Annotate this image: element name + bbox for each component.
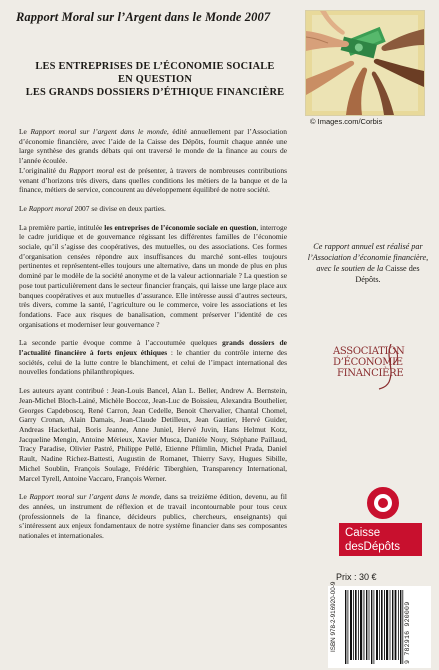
photo-credit: © Images.com/Corbis xyxy=(310,117,383,126)
association-logo-line-1: ASSOCIATION xyxy=(333,346,405,357)
body-text xyxy=(19,127,287,541)
text: est de présenter, à travers de nombreuses contributions venant d’horizons très divers, dans quelles conditions les métiers de la banque et de la finance, métiers de service, concourent au développement équilibré de notre société. xyxy=(19,165,288,195)
headline-line-1: LES ENTREPRISES DE L’ÉCONOMIE SOCIALE xyxy=(35,61,275,72)
association-logo xyxy=(333,344,415,390)
text-bold: les entreprises de l’économie sociale en question xyxy=(104,222,257,232)
paragraph-closing xyxy=(19,492,287,541)
text: Le xyxy=(19,127,31,136)
text: 2007 se divise en deux parties. xyxy=(72,203,166,213)
sponsor-note-text: Ce rapport annuel est réalisé par l’Association d’économie financière, avec le soutien xyxy=(307,242,429,273)
paragraph-part-two xyxy=(19,338,287,377)
text: Le xyxy=(19,492,30,502)
barcode-digits: 9 782916 920009 xyxy=(404,601,411,664)
paragraph-originality xyxy=(19,166,287,195)
caisse-des-depots-logo xyxy=(339,487,422,557)
association-logo-line-3: FINANCIÈRE xyxy=(337,368,404,379)
caisse-wordmark-line-1: Caisse xyxy=(345,527,381,539)
paragraph-structure xyxy=(19,204,287,214)
price: Prix : 30 € xyxy=(336,572,377,582)
text-italic: Rapport moral sur l’argent dans le monde xyxy=(30,127,167,136)
text: L’originalité du xyxy=(19,165,70,175)
hands-money-illustration xyxy=(306,11,424,115)
text: La seconde partie évoque comme à l’accoutumée quelques xyxy=(19,338,223,348)
text-bold: grands dossiers de l’actualité financière à forts enjeux éthiques xyxy=(19,338,287,358)
text: La première partie, intitulée xyxy=(19,222,105,232)
text: : le chantier du contrôle interne des sociétés, celui de la lutte contre le blanchiment, et celui de l’impact international des nouvelles fondations philanthropiques. xyxy=(19,348,287,377)
association-logo-line-2: D’ÉCONOMIE xyxy=(333,357,403,368)
sponsor-note-name: Caisse des Dépôts xyxy=(355,264,420,284)
text: Le xyxy=(19,203,29,213)
text-italic: Rapport moral xyxy=(28,203,73,213)
cover-illustration xyxy=(305,10,425,116)
sponsor-note xyxy=(306,241,430,285)
isbn-label: ISBN 978-2-916920-00-9 xyxy=(330,581,337,652)
barcode-icon xyxy=(344,590,404,664)
headline-line-3: LES GRANDS DOSSIERS D’ÉTHIQUE FINANCIÈRE xyxy=(25,87,285,98)
series-title: Rapport Moral sur l’Argent dans le Monde 2007 xyxy=(16,10,271,24)
paragraph-intro xyxy=(19,127,287,166)
headline xyxy=(20,60,290,99)
headline-line-2: EN QUESTION xyxy=(117,74,193,85)
sponsor-note-text: de la xyxy=(367,264,386,273)
sponsor-note-text: . xyxy=(378,275,381,284)
seal-icon xyxy=(367,487,399,519)
text-italic: Rapport moral xyxy=(69,165,115,175)
caisse-wordmark-line-2: desDépôts xyxy=(345,541,400,553)
paragraph-authors: Les auteurs ayant contribué : Jean-Louis Bancel, Alan L. Beller, Andrew A. Bernstein, Jean-Michel Bloch-Lainé, Michèle Boccoz, Jean-Luc de Boissieu, Alexandra Bouthelier, Georges Capdeboscq, René Carron, Jean Cedelle, Benoit Chervalier, Chantal Chomel, Garry Cronan, Alain Damais, Jean-Claude Detilleux, Jean Gautier, Hervé Guider, Andreas Hackethal, Boris Jeanne, Anne Juniel, Hervé Juvin, Hans Helmut Kotz, Jacqueline Mengin, Antoine Mérieux, Xavier Musca, Danièle Nouy, Stéphane Paillaud, Tracy Paradise, Olivier Pastré, Philippe Pellé, Etienne Pflimlin, Michel Prada, Daniel Rault, Nadine Richez-Battesti, Augustin de Romanet, Thierry Savy, Hugues Sibille, Michel Soublin, François Soulage, Frédéric Tiberghien, Transparency International, Marcel Tyrell, Antoine Vaccaro, François Werner. xyxy=(19,386,287,483)
text-italic: Rapport moral sur l’argent dans le monde xyxy=(29,492,160,502)
text: , interroge le cadre juridique et de gouvernance régissant les différentes familles de l’économie sociale, qu’il s’agisse des coopératives, des mutuelles, ou des associations. Ces formes d’organisation censées répondre aux insuffisances du marché sont-elles toujours pertinentes et représentent-elles toujours une alternative, dans un monde de plus en plus dominé par le modèle de la société anonyme et de la valeur actionnariale ? La question se pose tout particulièrement dans le secteur financier français, qui laisse une large place aux banques coopératives et aux mutuelles d’assurance. Elle intéresse aussi d’autres secteurs, très divers, comme la santé, l’agriculture ou le commerce, voire les associations et les fondations. Face aux risques de banalisation, comment préserver l’identité de ces organisations et moderniser leur gouvernance ? xyxy=(19,222,288,329)
text: , édité annuellement par l’Association d’économie financière, avec l’aide de la Caisse des Dépôts, fournit chaque année une large synthèse des grands débats qui ont traversé le monde de la finance au cours de l’année écoulée. xyxy=(19,127,287,166)
paragraph-part-one xyxy=(19,223,287,330)
text: , dans sa treizième édition, devenu, au fil des années, un instrument de réflexion et de travail incontournable pour tous ceux (professionnels de la finance, décideurs publics, chercheurs, enseignants) qui s’intéressent aux enjeux fondamentaux de notre système financier dans ses composantes nationales et internationales. xyxy=(19,492,287,541)
caisse-wordmark xyxy=(339,523,422,556)
